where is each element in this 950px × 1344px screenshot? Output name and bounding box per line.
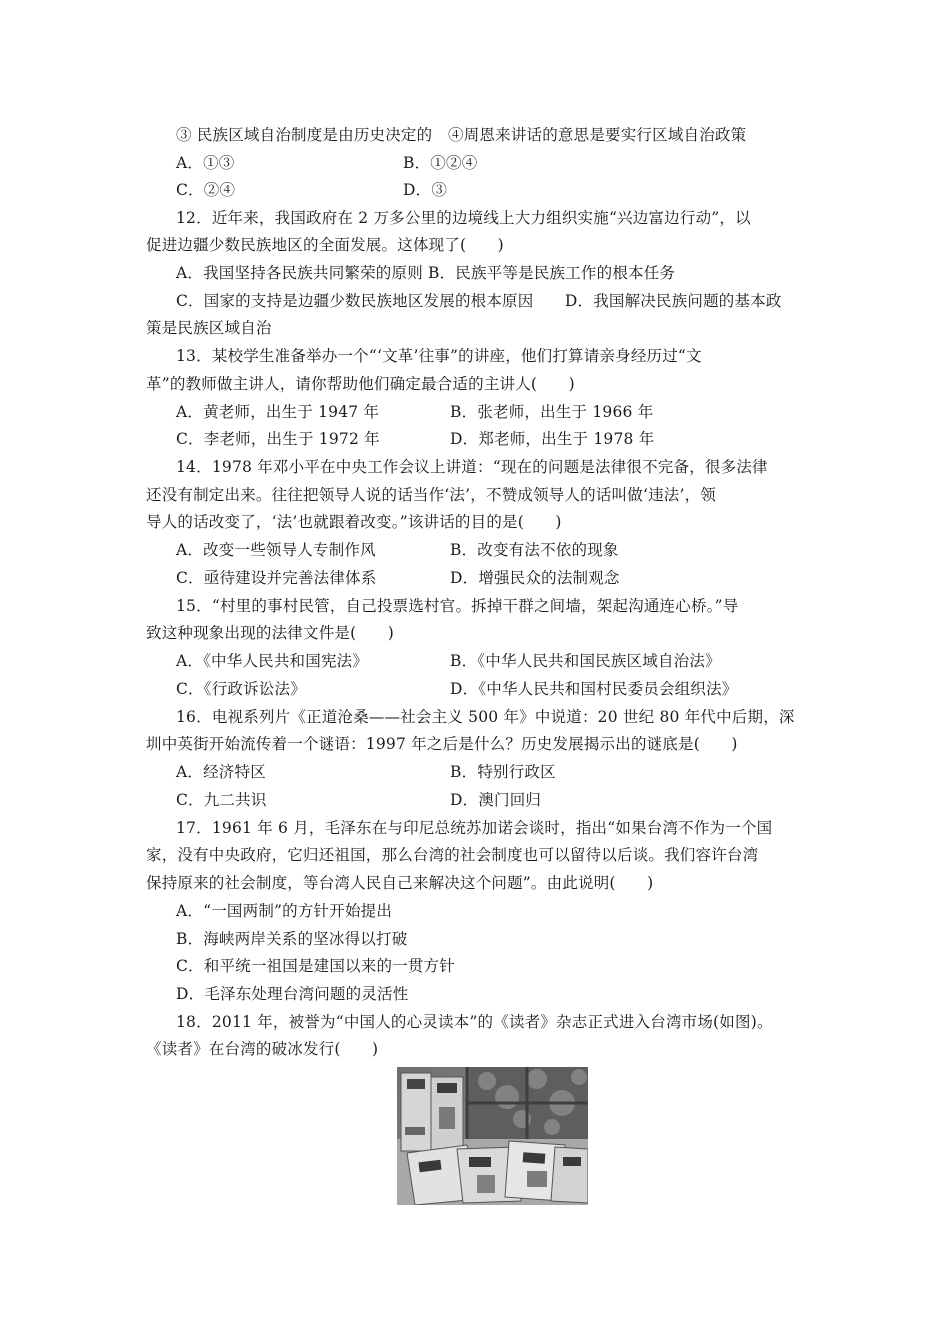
q17-option-a: A．“一国两制”的方针开始提出 xyxy=(176,902,393,920)
q16-option-b: B．特别行政区 xyxy=(450,763,556,781)
q14-stem-line-1: 14．1978 年邓小平在中央工作会议上讲道：“现在的问题是法律很不完备，很多法律 xyxy=(176,458,768,476)
q11-option-b: B．①②④ xyxy=(403,154,478,172)
q15-option-a: A．《中华人民共和国宪法》 xyxy=(176,652,369,670)
q12-options-ab: A．我国坚持各民族共同繁荣的原则 B．民族平等是民族工作的根本任务 xyxy=(176,264,676,282)
q14-option-b: B．改变有法不依的现象 xyxy=(450,541,619,559)
q13-option-d: D．郑老师，出生于 1978 年 xyxy=(450,430,655,448)
q12-options-cd-line-2: 策是民族区域自治 xyxy=(146,319,272,337)
q14-stem-line-2: 还没有制定出来。往往把领导人说的话当作‘法’，不赞成领导人的话叫做‘违法’，领 xyxy=(146,486,717,504)
q16-option-a: A．经济特区 xyxy=(176,763,266,781)
q13-option-c: C．李老师，出生于 1972 年 xyxy=(176,430,380,448)
q15-stem-line-1: 15．“村里的事村民管，自己投票选村官。拆掉干群之间墙，架起沟通连心桥。”导 xyxy=(176,597,739,615)
q15-option-d: D．《中华人民共和国村民委员会组织法》 xyxy=(450,680,738,698)
q17-stem-line-3: 保持原来的社会制度，等台湾人民自己来解决这个问题”。由此说明( ) xyxy=(146,874,654,892)
q16-stem-line-1: 16．电视系列片《正道沧桑——社会主义 500 年》中说道：20 世纪 80 年代中后期，深 xyxy=(176,708,795,726)
q14-stem-line-3: 导人的话改变了，‘法’也就跟着改变。”该讲话的目的是( ) xyxy=(146,513,562,531)
magazine-photo xyxy=(397,1067,588,1205)
q13-option-b: B．张老师，出生于 1966 年 xyxy=(450,403,654,421)
q17-stem-line-1: 17．1961 年 6 月，毛泽东在与印尼总统苏加诺会谈时，指出“如果台湾不作为一个国 xyxy=(176,819,773,837)
q12-stem-line-2: 促进边疆少数民族地区的全面发展。这体现了( ) xyxy=(146,236,504,254)
q13-stem-line-1: 13．某校学生准备举办一个“‘文革’往事”的讲座，他们打算请亲身经历过“文 xyxy=(176,347,702,365)
q18-stem-line-2: 《读者》在台湾的破冰发行( ) xyxy=(146,1040,379,1058)
q14-option-c: C．亟待建设并完善法律体系 xyxy=(176,569,377,587)
q16-option-c: C．九二共识 xyxy=(176,791,267,809)
q12-stem-line-1: 12．近年来，我国政府在 2 万多公里的边境线上大力组织实施“兴边富边行动”，以 xyxy=(176,209,751,227)
q11-option-d: D．③ xyxy=(403,181,448,199)
q15-option-c: C．《行政诉讼法》 xyxy=(176,680,306,698)
q13-stem-line-2: 革”的教师做主讲人，请你帮助他们确定最合适的主讲人( ) xyxy=(146,375,575,393)
q16-option-d: D．澳门回归 xyxy=(450,791,542,809)
q16-stem-line-2: 圳中英街开始流传着一个谜语：1997 年之后是什么？历史发展揭示出的谜底是( ) xyxy=(146,735,738,753)
q11-statement: ③ 民族区域自治制度是由历史决定的 ④周恩来讲话的意思是要实行区域自治政策 xyxy=(176,126,747,144)
q17-option-b: B．海峡两岸关系的坚冰得以打破 xyxy=(176,930,408,948)
q15-stem-line-2: 致这种现象出现的法律文件是( ) xyxy=(146,624,394,642)
q14-option-d: D．增强民众的法制观念 xyxy=(450,569,620,587)
q17-option-d: D．毛泽东处理台湾问题的灵活性 xyxy=(176,985,409,1003)
q11-option-a: A．①③ xyxy=(176,154,235,172)
q17-option-c: C．和平统一祖国是建国以来的一贯方针 xyxy=(176,957,455,975)
q14-option-a: A．改变一些领导人专制作风 xyxy=(176,541,376,559)
q15-option-b: B．《中华人民共和国民族区域自治法》 xyxy=(450,652,721,670)
q13-option-a: A．黄老师，出生于 1947 年 xyxy=(176,403,380,421)
q18-stem-line-1: 18．2011 年，被誉为“中国人的心灵读本”的《读者》杂志正式进入台湾市场(如图)。 xyxy=(176,1013,773,1031)
q11-option-c: C．②④ xyxy=(176,181,236,199)
q12-options-cd-line-1: C．国家的支持是边疆少数民族地区发展的根本原因 D．我国解决民族问题的基本政 xyxy=(176,292,782,310)
q17-stem-line-2: 家，没有中央政府，它归还祖国，那么台湾的社会制度也可以留待以后谈。我们容许台湾 xyxy=(146,846,759,864)
